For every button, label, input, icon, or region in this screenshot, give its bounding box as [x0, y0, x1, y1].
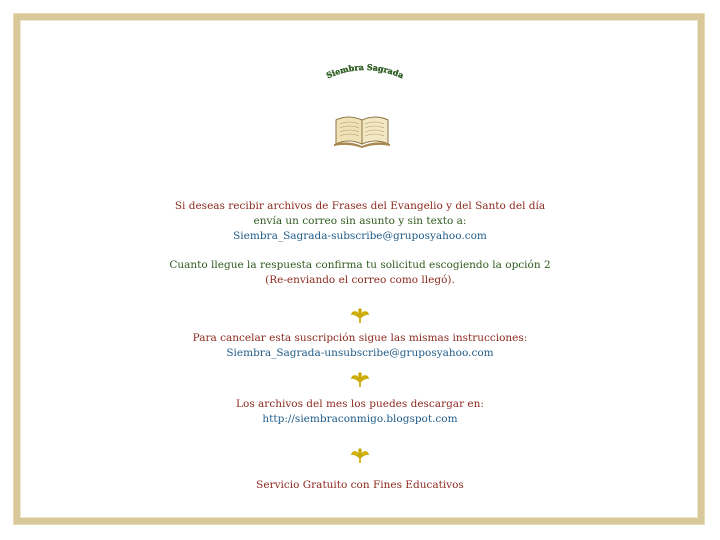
- download-instructions: [0, 397, 720, 427]
- unsubscribe-instructions: [0, 331, 720, 361]
- download-line-1: Los archivos del mes los puedes descargar en:: [236, 398, 484, 410]
- subscribe-instructions: [0, 199, 720, 244]
- subscribe-line-2: envía un correo sin asunto y sin texto a:: [253, 215, 467, 227]
- confirm-line-2: (Re-enviando el correo como llegó).: [265, 274, 455, 286]
- title-text: Siembra Sagrada: [325, 61, 405, 81]
- svg-text:Siembra Sagrada: [325, 62, 405, 80]
- ornament-fleuron-icon: [350, 308, 370, 324]
- title-wordart: [325, 60, 405, 82]
- download-url-link[interactable]: http://siembraconmigo.blogspot.com: [262, 413, 458, 425]
- confirm-instructions: [0, 258, 720, 288]
- unsubscribe-email-link[interactable]: Siembra_Sagrada-unsubscribe@gruposyahoo.com: [226, 347, 494, 359]
- open-book-icon: [332, 110, 392, 148]
- unsubscribe-line-1: Para cancelar esta suscripción sigue las mismas instrucciones:: [192, 332, 528, 344]
- footer-note: [0, 478, 720, 493]
- footer-line: Servicio Gratuito con Fines Educativos: [256, 479, 464, 491]
- subscribe-line-1: Si deseas recibir archivos de Frases del Evangelio y del Santo del día: [174, 200, 546, 212]
- ornament-fleuron-icon: [350, 448, 370, 464]
- ornament-fleuron-icon: [350, 372, 370, 388]
- confirm-line-1: Cuanto llegue la respuesta confirma tu solicitud escogiendo la opción 2: [169, 259, 551, 271]
- subscribe-email-link[interactable]: Siembra_Sagrada-subscribe@gruposyahoo.com: [233, 230, 487, 242]
